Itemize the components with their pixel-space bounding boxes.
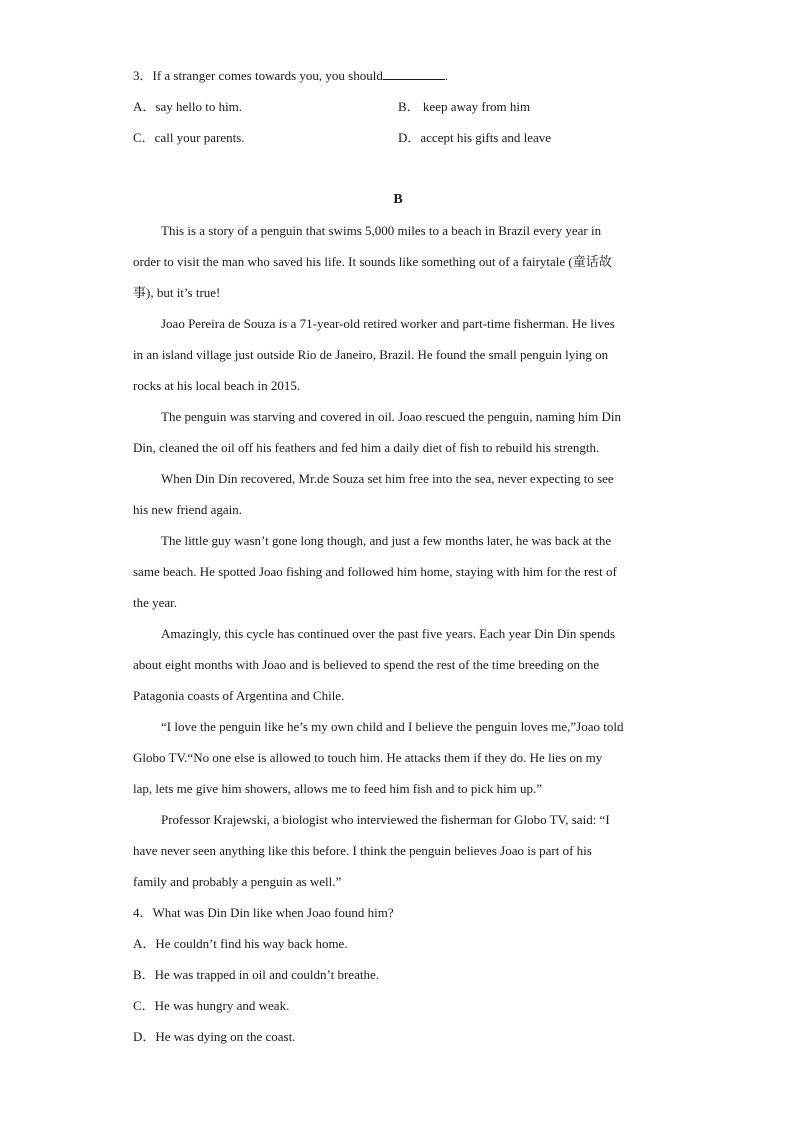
passage-line: The little guy wasn’t gone long though, and just a few months later, he was back at the [161,533,612,548]
question-3-option-c[interactable]: C．call your parents. [133,130,245,145]
reading-passage [133,219,663,901]
question-4-option-a[interactable]: A．He couldn’t find his way back home. [133,936,348,951]
passage-line: same beach. He spotted Joao fishing and followed him home, staying with him for the rest of [133,564,617,579]
passage-line: Amazingly, this cycle has continued over the past five years. Each year Din Din spends [161,626,616,641]
passage-line: Patagonia coasts of Argentina and Chile. [133,688,345,703]
passage-line: Professor Krajewski, a biologist who interviewed the fisherman for Globo TV, said: “I [161,812,610,827]
question-3-stem-text: 3．If a stranger comes towards you, you should [133,68,383,83]
passage-line: the year. [133,595,178,610]
answer-blank[interactable] [383,65,445,80]
passage-line: Din, cleaned the oil off his feathers and fed him a daily diet of fish to rebuild his strength. [133,440,600,455]
passage-line: “I love the penguin like he’s my own child and I believe the penguin loves me,”Joao told [161,719,624,734]
question-3-stem-end: . [444,68,449,83]
passage-line: Joao Pereira de Souza is a 71-year-old retired worker and part-time fisherman. He lives [161,316,615,331]
passage-line: have never seen anything like this before. I think the penguin believes Joao is part of his [133,843,592,858]
question-3-option-b[interactable]: B． keep away from him [398,99,531,114]
passage-line: The penguin was starving and covered in oil. Joao rescued the penguin, naming him Din [161,409,621,424]
passage-line: When Din Din recovered, Mr.de Souza set him free into the sea, never expecting to see [161,471,614,486]
question-4-option-c[interactable]: C．He was hungry and weak. [133,998,290,1013]
question-4-stem: 4．What was Din Din like when Joao found him? [133,905,394,920]
question-3-stem [133,64,663,95]
passage-line: Globo TV.“No one else is allowed to touch him. He attacks them if they do. He lies on my [133,750,603,765]
question-3-options-row-2 [133,126,663,157]
passage-line: order to visit the man who saved his life. It sounds like something out of a fairytale (童话故 [133,254,612,269]
passage-line: rocks at his local beach in 2015. [133,378,301,393]
passage-line: about eight months with Joao and is believed to spend the rest of the time breeding on the [133,657,600,672]
passage-line: family and probably a penguin as well.” [133,874,342,889]
passage-line: in an island village just outside Rio de Janeiro, Brazil. He found the small penguin lying on [133,347,609,362]
question-4-option-d[interactable]: D．He was dying on the coast. [133,1029,296,1044]
worksheet-page [133,64,663,1056]
question-3-options-row-1 [133,95,663,126]
passage-line: his new friend again. [133,502,243,517]
question-3-option-a[interactable]: A．say hello to him. [133,99,243,114]
passage-line: This is a story of a penguin that swims 5,000 miles to a beach in Brazil every year in [161,223,602,238]
section-title: B [393,192,403,207]
question-3-option-d[interactable]: D．accept his gifts and leave [398,130,552,145]
passage-line: lap, lets me give him showers, allows me to feed him fish and to pick him up.” [133,781,543,796]
passage-line: 事), but it’s true! [133,285,221,300]
question-4-option-b[interactable]: B．He was trapped in oil and couldn’t breathe. [133,967,379,982]
